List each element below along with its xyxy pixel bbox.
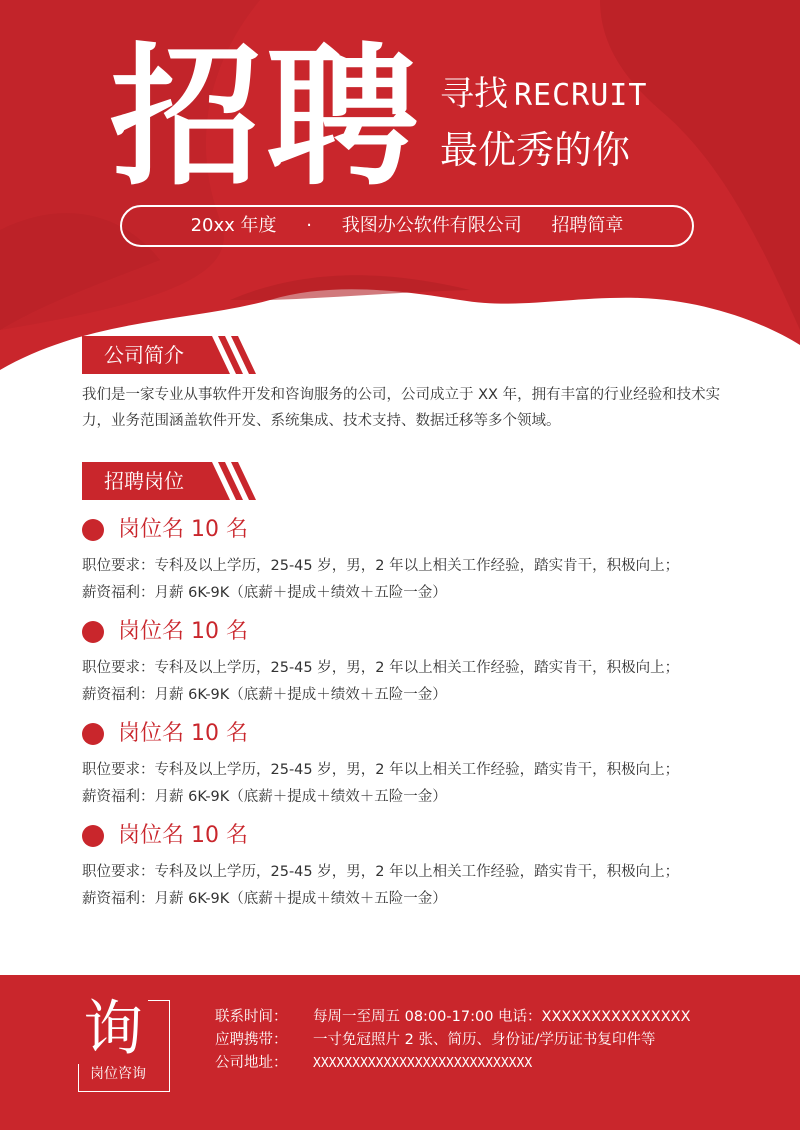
header-pill <box>120 205 694 247</box>
subtitle-line2: 最优秀的你 <box>440 128 631 172</box>
address-value: XXXXXXXXXXXXXXXXXXXXXXXXXXXX <box>313 1056 533 1071</box>
header-banner <box>0 0 800 380</box>
bring-row <box>215 1029 655 1051</box>
pill-doc: 招聘简章 <box>551 215 624 236</box>
job-salary: 薪资福利：月薪 6K-9K（底薪＋提成＋绩效＋五险一金） <box>82 789 447 805</box>
subtitle-en: RECRUIT <box>514 78 648 113</box>
job-requirements: 职位要求：专科及以上学历，25-45 岁，男，2 年以上相关工作经验，踏实肯干，积极向上； <box>82 864 680 880</box>
job-name: 岗位名 10 名 <box>118 823 248 848</box>
job-salary: 薪资福利：月薪 6K-9K（底薪＋提成＋绩效＋五险一金） <box>82 585 447 601</box>
contact-time-value: 每周一至周五 08:00-17:00 电话：XXXXXXXXXXXXXXX <box>313 1009 691 1025</box>
bullet-dot-icon <box>82 621 104 643</box>
consult-box <box>78 994 174 1092</box>
contact-time-row <box>215 1006 691 1028</box>
bullet-dot-icon <box>82 519 104 541</box>
consult-char: 询 <box>78 994 148 1064</box>
job-requirements: 职位要求：专科及以上学历，25-45 岁，男，2 年以上相关工作经验，踏实肯干，积极向上； <box>82 660 680 676</box>
pill-year: 20xx 年度 <box>190 215 277 236</box>
pill-separator: · <box>306 215 312 236</box>
jobs-heading: 招聘岗位 <box>104 469 184 493</box>
pill-company: 我图办公软件有限公司 <box>341 215 522 236</box>
bullet-dot-icon <box>82 723 104 745</box>
address-label: 公司地址： <box>215 1055 288 1071</box>
job-salary: 薪资福利：月薪 6K-9K（底薪＋提成＋绩效＋五险一金） <box>82 687 447 703</box>
job-name: 岗位名 10 名 <box>118 517 248 542</box>
main-title: 招聘 <box>110 29 422 206</box>
subtitle-cn: 寻找 <box>440 74 508 114</box>
section-tag-jobs <box>82 462 272 500</box>
subtitle-line1 <box>440 72 647 118</box>
bring-value: 一寸免冠照片 2 张、简历、身份证/学历证书复印件等 <box>313 1032 656 1048</box>
job-requirements: 职位要求：专科及以上学历，25-45 岁，男，2 年以上相关工作经验，踏实肯干，积极向上； <box>82 762 680 778</box>
job-salary: 薪资福利：月薪 6K-9K（底薪＋提成＋绩效＋五险一金） <box>82 891 447 907</box>
contact-time-label: 联系时间： <box>215 1009 288 1025</box>
bullet-dot-icon <box>82 825 104 847</box>
section-tag-intro <box>82 336 272 374</box>
job-name: 岗位名 10 名 <box>118 619 248 644</box>
address-row <box>215 1052 532 1075</box>
job-requirements: 职位要求：专科及以上学历，25-45 岁，男，2 年以上相关工作经验，踏实肯干，积极向上； <box>82 558 680 574</box>
bring-label: 应聘携带： <box>215 1032 288 1048</box>
intro-text: 我们是一家专业从事软件开发和咨询服务的公司，公司成立于 XX 年，拥有丰富的行业经验和技术实力，业务范围涵盖软件开发、系统集成、技术支持、数据迁移等多个领域。 <box>82 387 721 429</box>
footer-bar <box>0 975 800 1130</box>
intro-heading: 公司简介 <box>104 343 184 367</box>
job-name: 岗位名 10 名 <box>118 721 248 746</box>
consult-label: 岗位咨询 <box>90 1066 146 1082</box>
